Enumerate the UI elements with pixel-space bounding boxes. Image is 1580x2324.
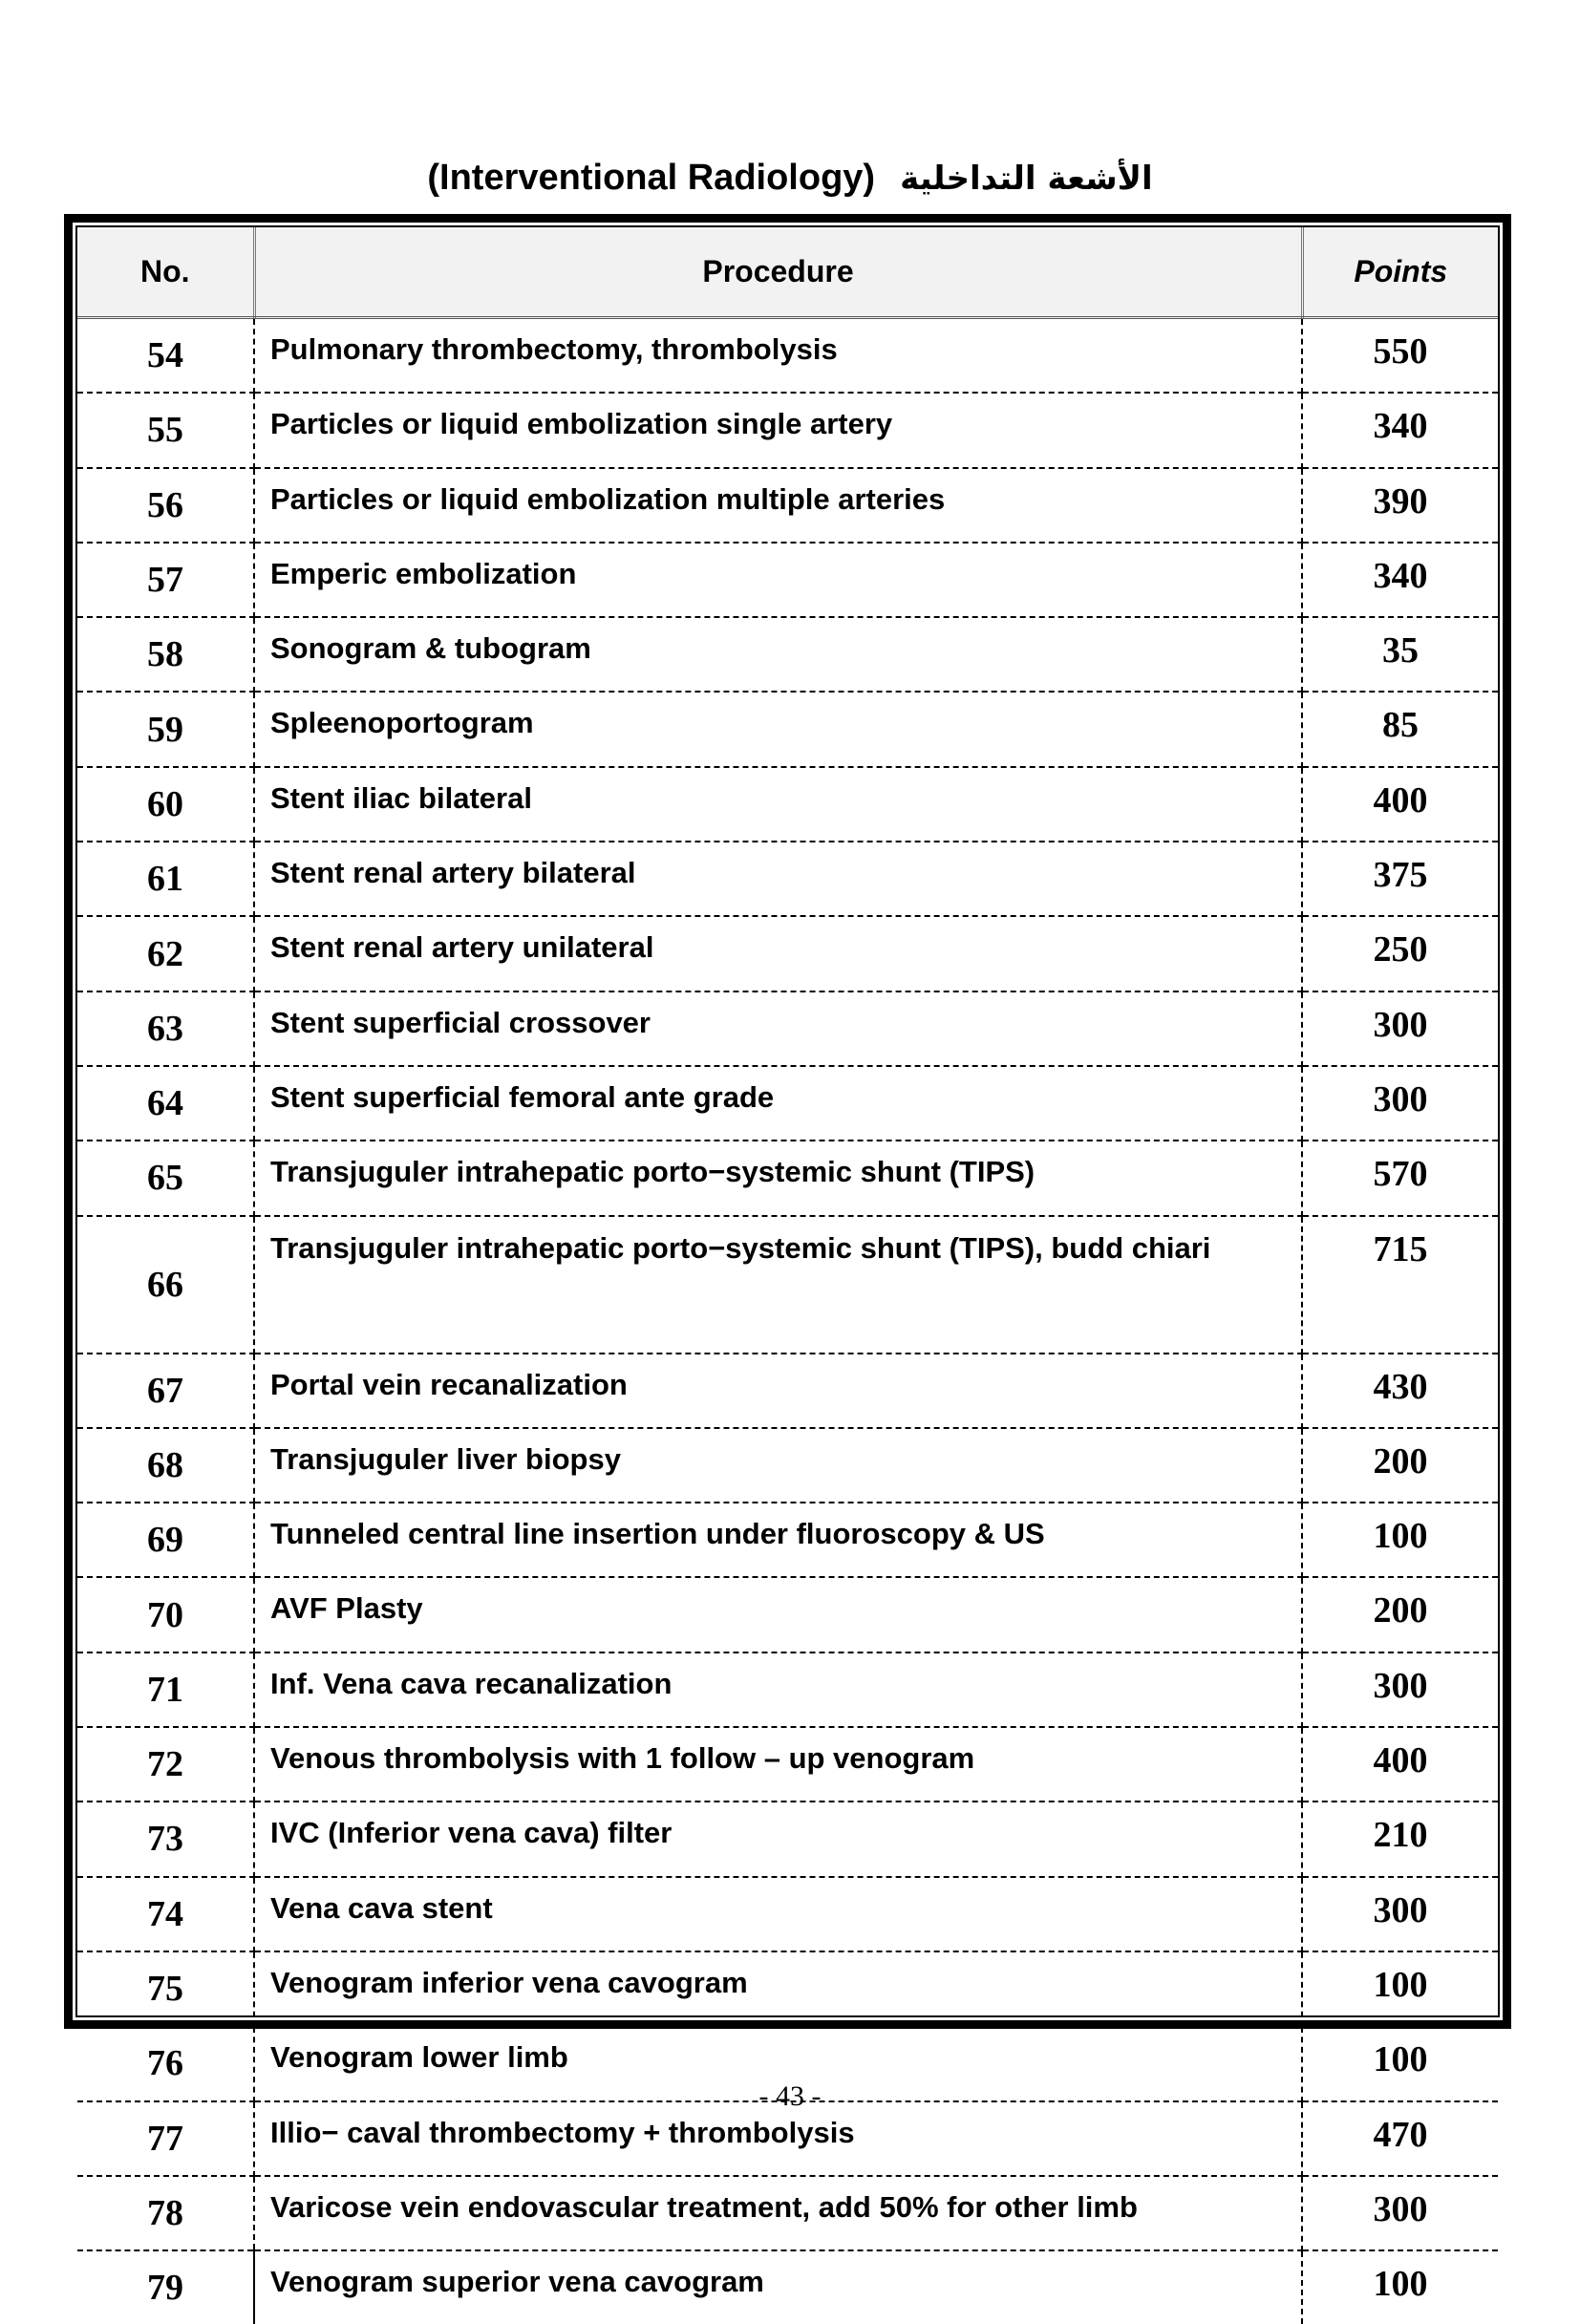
row-number: 77 xyxy=(77,2101,254,2176)
procedure-points: 340 xyxy=(1302,393,1498,467)
procedure-name: Venogram inferior vena cavogram xyxy=(254,1951,1302,2026)
row-number: 59 xyxy=(77,692,254,766)
table-row xyxy=(77,468,1498,543)
procedure-points: 300 xyxy=(1302,991,1498,1066)
table-row xyxy=(77,318,1498,394)
table-row xyxy=(77,2250,1498,2324)
procedure-points: 390 xyxy=(1302,468,1498,543)
procedure-points: 300 xyxy=(1302,2176,1498,2250)
table-row xyxy=(77,1428,1498,1503)
procedure-points: 100 xyxy=(1302,2026,1498,2100)
procedure-name: Stent superficial femoral ante grade xyxy=(254,1066,1302,1141)
procedure-points: 570 xyxy=(1302,1141,1498,1215)
table-row xyxy=(77,1877,1498,1951)
procedure-points: 375 xyxy=(1302,842,1498,916)
table-row xyxy=(77,393,1498,467)
procedure-name: IVC (Inferior vena cava) filter xyxy=(254,1802,1302,1876)
column-header-points: Points xyxy=(1302,227,1498,318)
procedure-points: 100 xyxy=(1373,2264,1428,2305)
procedure-name: Portal vein recanalization xyxy=(254,1354,1302,1428)
row-number: 60 xyxy=(77,767,254,842)
row-number: 58 xyxy=(77,617,254,692)
procedure-name: Varicose vein endovascular treatment, add 50% for other limb xyxy=(254,2176,1302,2250)
procedure-name: Transjuguler intrahepatic porto−systemic shunt (TIPS), budd chiari xyxy=(254,1216,1302,1354)
table-row xyxy=(77,1802,1498,1876)
row-number: 57 xyxy=(77,543,254,617)
table-row xyxy=(77,1066,1498,1141)
procedure-points: 470 xyxy=(1302,2101,1498,2176)
row-number: 75 xyxy=(77,1951,254,2026)
procedure-name: Stent renal artery unilateral xyxy=(254,916,1302,991)
procedure-points: 430 xyxy=(1302,1354,1498,1428)
row-number: 61 xyxy=(77,842,254,916)
table-row xyxy=(77,767,1498,842)
procedure-name: Spleenoportogram xyxy=(254,692,1302,766)
procedure-name: Pulmonary thrombectomy, thrombolysis xyxy=(254,318,1302,394)
procedure-points: 550 xyxy=(1302,318,1498,394)
row-number: 66 xyxy=(77,1216,254,1354)
procedure-points: 200 xyxy=(1302,1577,1498,1652)
row-number: 68 xyxy=(77,1428,254,1503)
procedure-name: Venogram superior vena cavogram xyxy=(254,2250,1302,2324)
row-number: 63 xyxy=(77,991,254,1066)
procedure-name: Transjuguler intrahepatic porto−systemic shunt (TIPS) xyxy=(254,1141,1302,1215)
row-number: 56 xyxy=(77,468,254,543)
column-header-no: No. xyxy=(77,227,254,318)
row-number: 71 xyxy=(77,1652,254,1727)
procedure-points: 300 xyxy=(1302,1652,1498,1727)
procedure-name: Illio− caval thrombectomy + thrombolysis xyxy=(254,2101,1302,2176)
procedure-name: Venous thrombolysis with 1 follow – up venogram xyxy=(254,1727,1302,1802)
row-number: 54 xyxy=(77,318,254,394)
row-number: 65 xyxy=(77,1141,254,1215)
row-number: 73 xyxy=(77,1802,254,1876)
procedure-name: AVF Plasty xyxy=(254,1577,1302,1652)
procedure-points: 100 xyxy=(1302,1503,1498,1577)
row-number: 74 xyxy=(77,1877,254,1951)
table-row xyxy=(77,1951,1498,2026)
procedure-points: 300 xyxy=(1302,1066,1498,1141)
row-number: 78 xyxy=(77,2176,254,2250)
procedure-name: Stent superficial crossover xyxy=(254,991,1302,1066)
procedure-points: 340 xyxy=(1302,543,1498,617)
page-title-english: (Interventional Radiology) xyxy=(427,158,876,198)
table-row xyxy=(77,1503,1498,1577)
procedure-name: Vena cava stent xyxy=(254,1877,1302,1951)
table-row xyxy=(77,1216,1498,1354)
procedure-points: 85 xyxy=(1302,692,1498,766)
procedure-points: 400 xyxy=(1302,767,1498,842)
procedure-points: 210 xyxy=(1302,1802,1498,1876)
procedure-points: 250 xyxy=(1302,916,1498,991)
table-header-row xyxy=(77,227,1498,318)
procedure-points: 200 xyxy=(1302,1428,1498,1503)
table-row xyxy=(77,916,1498,991)
table-row xyxy=(77,1141,1498,1215)
procedure-name: Emperic embolization xyxy=(254,543,1302,617)
table-row xyxy=(77,617,1498,692)
table-row xyxy=(77,1652,1498,1727)
procedure-name: Stent iliac bilateral xyxy=(254,767,1302,842)
table-row xyxy=(77,1354,1498,1428)
row-number: 55 xyxy=(77,393,254,467)
row-number: 69 xyxy=(77,1503,254,1577)
table-row xyxy=(77,2176,1498,2250)
procedure-name: Particles or liquid embolization multiple arteries xyxy=(254,468,1302,543)
row-number: 70 xyxy=(77,1577,254,1652)
procedure-name: Particles or liquid embolization single artery xyxy=(254,393,1302,467)
procedure-name: Stent renal artery bilateral xyxy=(254,842,1302,916)
row-number: 76 xyxy=(77,2026,254,2100)
row-number: 62 xyxy=(77,916,254,991)
procedure-points: 715 xyxy=(1302,1216,1498,1354)
column-header-procedure: Procedure xyxy=(254,227,1302,318)
procedures-table-frame xyxy=(64,214,1511,2309)
table-row xyxy=(77,991,1498,1066)
procedure-points: 35 xyxy=(1302,617,1498,692)
procedures-table xyxy=(77,227,1498,2324)
procedure-name: Sonogram & tubogram xyxy=(254,617,1302,692)
table-row xyxy=(77,692,1498,766)
table-row xyxy=(77,1727,1498,1802)
table-row xyxy=(77,842,1498,916)
procedure-points: 100 xyxy=(1302,1951,1498,2026)
procedure-name: Tunneled central line insertion under fluoroscopy & US xyxy=(254,1503,1302,1577)
row-number: 72 xyxy=(77,1727,254,1802)
procedure-name: Venogram lower limb xyxy=(254,2026,1302,2100)
procedure-name: Transjuguler liver biopsy xyxy=(254,1428,1302,1503)
row-number: 79 xyxy=(77,2250,254,2324)
page-title-arabic: الأشعة التداخلية xyxy=(900,160,1153,198)
row-number: 67 xyxy=(77,1354,254,1428)
procedure-points: 300 xyxy=(1302,1877,1498,1951)
row-number: 64 xyxy=(77,1066,254,1141)
table-row xyxy=(77,543,1498,617)
procedure-name: Inf. Vena cava recanalization xyxy=(254,1652,1302,1727)
procedures-table-inner-border xyxy=(75,225,1500,2309)
page-title xyxy=(0,151,1580,205)
procedure-points: 400 xyxy=(1302,1727,1498,1802)
page-number: - 43 - xyxy=(758,2080,822,2112)
table-row xyxy=(77,1577,1498,1652)
